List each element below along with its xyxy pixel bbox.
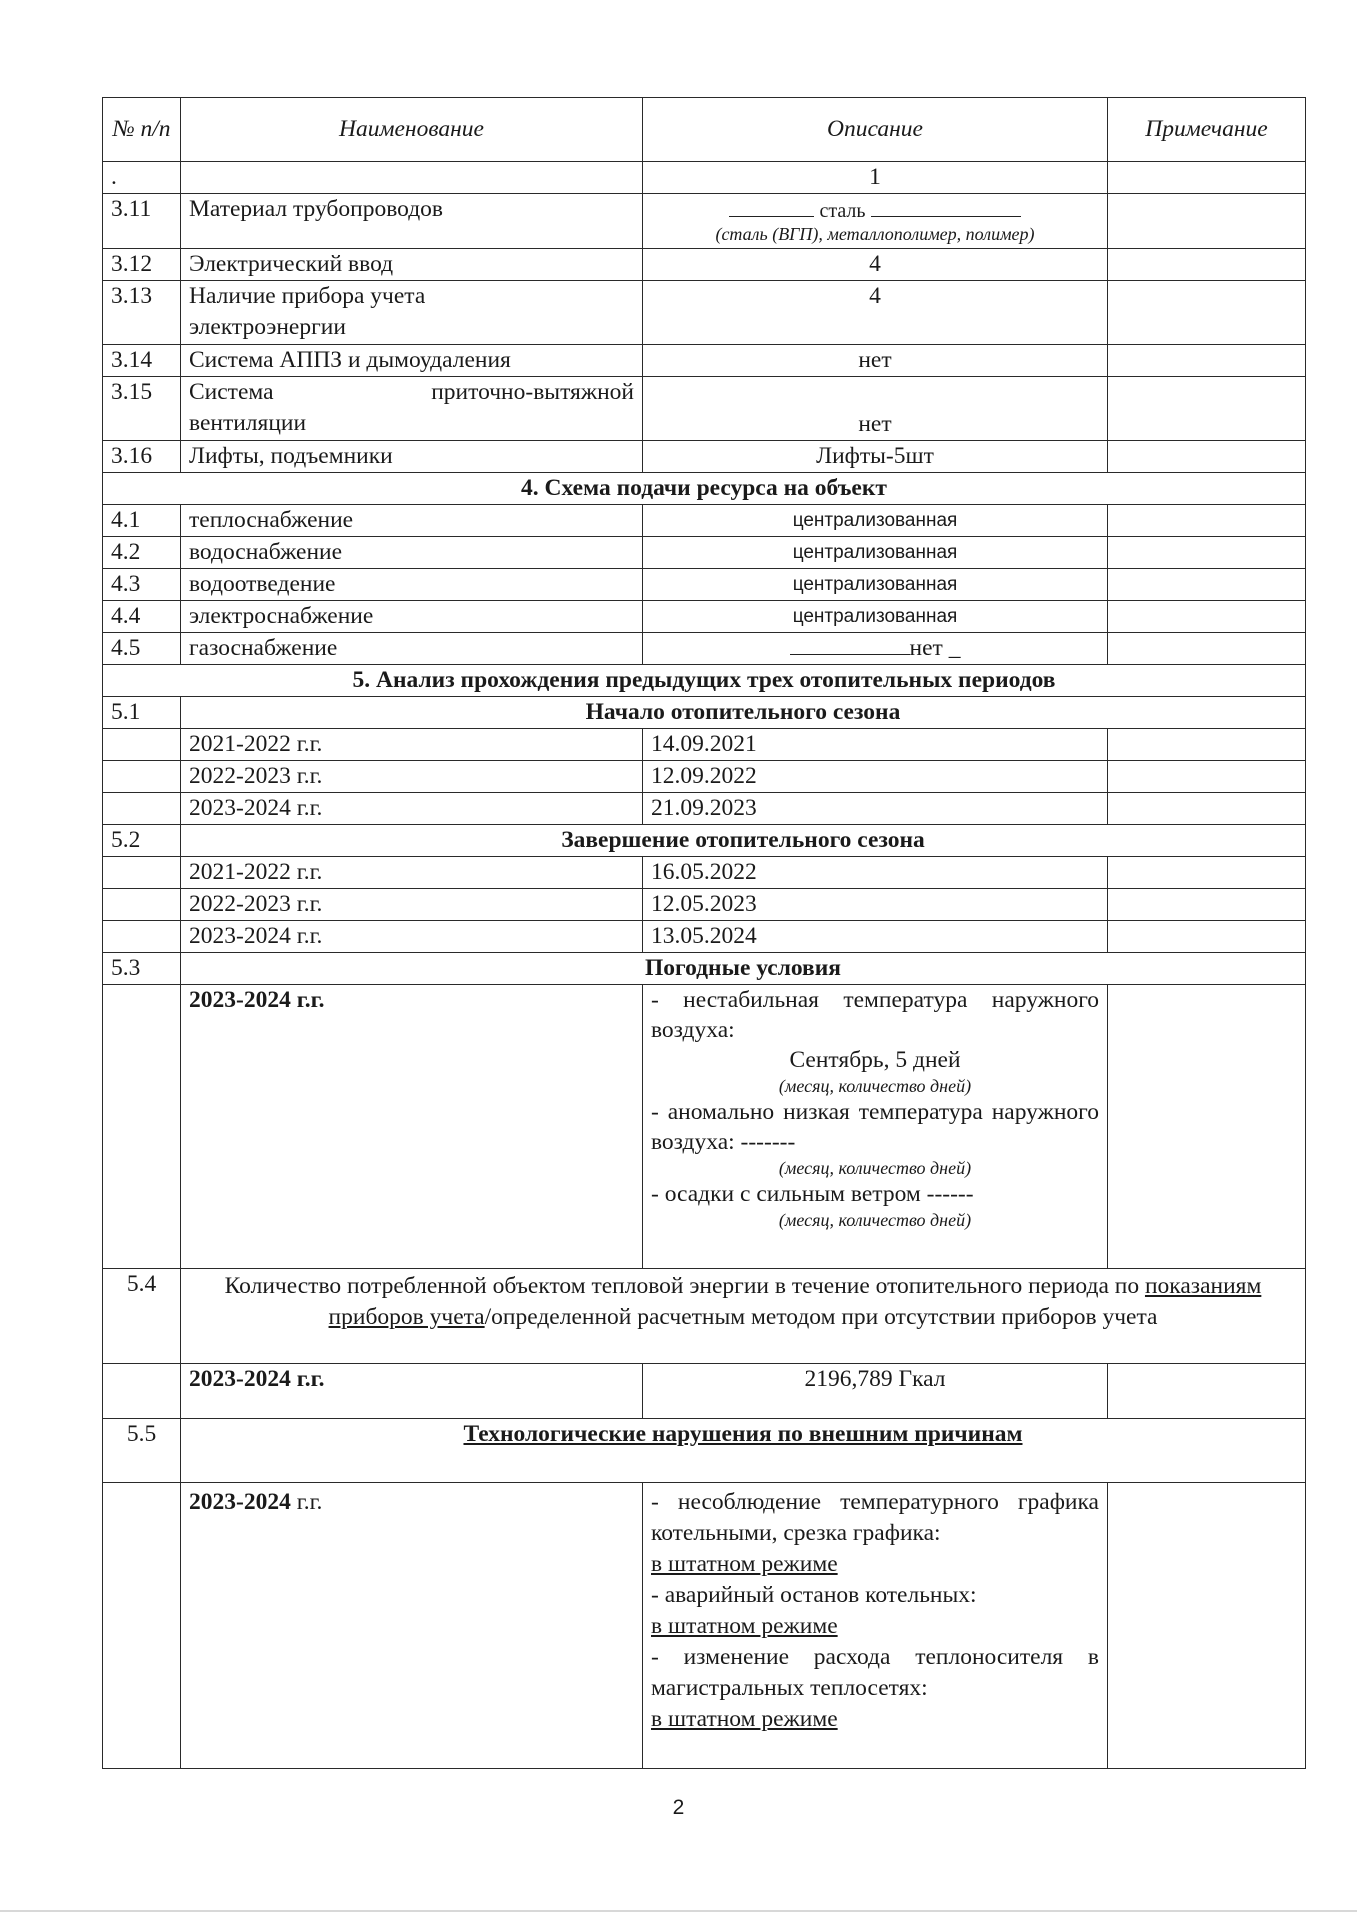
table-row bbox=[103, 194, 1306, 249]
row-desc: Лифты-5шт bbox=[643, 441, 1108, 473]
table-row bbox=[103, 505, 1306, 537]
subsection-row bbox=[103, 697, 1306, 729]
row-num: 4.2 bbox=[103, 537, 181, 569]
period: 2023-2024 г.г. bbox=[181, 1364, 643, 1419]
table-row bbox=[103, 249, 1306, 281]
table-row bbox=[103, 569, 1306, 601]
period: 2021-2022 г.г. bbox=[181, 729, 643, 761]
row-num: 5.1 bbox=[103, 697, 181, 729]
subsection-title: Начало отопительного сезона bbox=[181, 697, 1306, 729]
material-value: сталь bbox=[819, 200, 866, 222]
period: 2021-2022 г.г. bbox=[181, 857, 643, 889]
subsection-title: Технологические нарушения по внешним причинам bbox=[181, 1419, 1306, 1483]
row-desc: нет bbox=[643, 345, 1108, 377]
row-name: Система АППЗ и дымоудаления bbox=[181, 345, 643, 377]
header-name: Наименование bbox=[181, 98, 643, 162]
period: 2023-2024 г.г. bbox=[181, 921, 643, 953]
row-desc: централизованная bbox=[643, 505, 1108, 537]
row-num: . bbox=[103, 162, 181, 194]
row-name: газоснабжение bbox=[181, 633, 643, 665]
document-page bbox=[102, 97, 1305, 1769]
row-num: 3.14 bbox=[103, 345, 181, 377]
date: 14.09.2021 bbox=[643, 729, 1108, 761]
row-name: водоотведение bbox=[181, 569, 643, 601]
row-num: 3.16 bbox=[103, 441, 181, 473]
section-header-row bbox=[103, 473, 1306, 505]
weather-desc: - нестабильная температура наружного воздуха: Сентябрь, 5 дней (месяц, количество дней) - аномально низкая температура наружного воздуха: ------- (месяц, количество дней) - осадки с сильным ветром ------ (месяц, количество дней) bbox=[643, 985, 1108, 1269]
table-row bbox=[103, 1364, 1306, 1419]
table-row bbox=[103, 921, 1306, 953]
row-name: электроснабжение bbox=[181, 601, 643, 633]
row-num: 5.3 bbox=[103, 953, 181, 985]
row-num: 3.11 bbox=[103, 194, 181, 249]
table-row bbox=[103, 601, 1306, 633]
section-4-title: 4. Схема подачи ресурса на объект bbox=[103, 473, 1306, 505]
subsection-title: Погодные условия bbox=[181, 953, 1306, 985]
row-num: 5.2 bbox=[103, 825, 181, 857]
subsection-row bbox=[103, 1419, 1306, 1483]
page-number: 2 bbox=[672, 1796, 685, 1819]
consumption-text: Количество потребленной объектом тепловой энергии в течение отопительного периода по показаниям приборов учета/определенной расчетным методом при отсутствии приборов учета bbox=[181, 1269, 1306, 1364]
violations-desc: - несоблюдение температурного графика котельными, срезка графика: в штатном режиме - аварийный останов котельных: в штатном режиме - изменение расхода теплоносителя в магистральных теплосетях: в штатном режиме bbox=[643, 1483, 1108, 1769]
header-note: Примечание bbox=[1108, 98, 1306, 162]
row-desc: нет _ bbox=[643, 633, 1108, 665]
period: 2022-2023 г.г. bbox=[181, 889, 643, 921]
subsection-row bbox=[103, 1269, 1306, 1364]
table-row bbox=[103, 889, 1306, 921]
header-num: № п/п bbox=[103, 98, 181, 162]
table-row bbox=[103, 162, 1306, 194]
subsection-title: Завершение отопительного сезона bbox=[181, 825, 1306, 857]
subsection-row bbox=[103, 953, 1306, 985]
table-row bbox=[103, 729, 1306, 761]
period: 2023-2024 г.г. bbox=[181, 985, 643, 1269]
row-num: 5.5 bbox=[103, 1419, 181, 1483]
scan-edge-line bbox=[0, 1910, 1357, 1912]
date: 12.09.2022 bbox=[643, 761, 1108, 793]
row-desc: централизованная bbox=[643, 569, 1108, 601]
row-name: Лифты, подъемники bbox=[181, 441, 643, 473]
row-name: водоснабжение bbox=[181, 537, 643, 569]
row-name: Наличие прибора учета электроэнергии bbox=[181, 281, 643, 345]
period: 2023-2024 г.г. bbox=[181, 1483, 643, 1769]
table-row bbox=[103, 761, 1306, 793]
subsection-row bbox=[103, 825, 1306, 857]
table-header-row bbox=[103, 98, 1306, 162]
period: 2023-2024 г.г. bbox=[181, 793, 643, 825]
row-desc bbox=[643, 194, 1108, 249]
date: 13.05.2024 bbox=[643, 921, 1108, 953]
row-num: 3.13 bbox=[103, 281, 181, 345]
row-num: 4.5 bbox=[103, 633, 181, 665]
header-desc: Описание bbox=[643, 98, 1108, 162]
row-num: 4.4 bbox=[103, 601, 181, 633]
row-desc: 1 bbox=[643, 162, 1108, 194]
table-row bbox=[103, 857, 1306, 889]
passport-table bbox=[102, 97, 1306, 1769]
row-desc: централизованная bbox=[643, 537, 1108, 569]
table-row bbox=[103, 793, 1306, 825]
row-num: 3.12 bbox=[103, 249, 181, 281]
table-row bbox=[103, 281, 1306, 345]
row-name: Электрический ввод bbox=[181, 249, 643, 281]
table-row bbox=[103, 377, 1306, 441]
row-name: теплоснабжение bbox=[181, 505, 643, 537]
date: 21.09.2023 bbox=[643, 793, 1108, 825]
row-desc: нет bbox=[643, 377, 1108, 441]
row-name: Система приточно-вытяжной вентиляции bbox=[181, 377, 643, 441]
table-row bbox=[103, 1483, 1306, 1769]
consumption-value: 2196,789 Гкал bbox=[643, 1364, 1108, 1419]
row-name: Материал трубопроводов bbox=[181, 194, 643, 249]
date: 16.05.2022 bbox=[643, 857, 1108, 889]
row-num: 3.15 bbox=[103, 377, 181, 441]
table-row bbox=[103, 633, 1306, 665]
table-row bbox=[103, 441, 1306, 473]
row-desc: 4 bbox=[643, 281, 1108, 345]
date: 12.05.2023 bbox=[643, 889, 1108, 921]
row-num: 5.4 bbox=[103, 1269, 181, 1364]
table-row bbox=[103, 345, 1306, 377]
section-5-title: 5. Анализ прохождения предыдущих трех отопительных периодов bbox=[103, 665, 1306, 697]
row-desc: централизованная bbox=[643, 601, 1108, 633]
table-row bbox=[103, 985, 1306, 1269]
row-num: 4.3 bbox=[103, 569, 181, 601]
table-row bbox=[103, 537, 1306, 569]
material-hint: (сталь (ВГП), металлополимер, полимер) bbox=[715, 224, 1035, 244]
row-num: 4.1 bbox=[103, 505, 181, 537]
section-header-row bbox=[103, 665, 1306, 697]
row-desc: 4 bbox=[643, 249, 1108, 281]
period: 2022-2023 г.г. bbox=[181, 761, 643, 793]
